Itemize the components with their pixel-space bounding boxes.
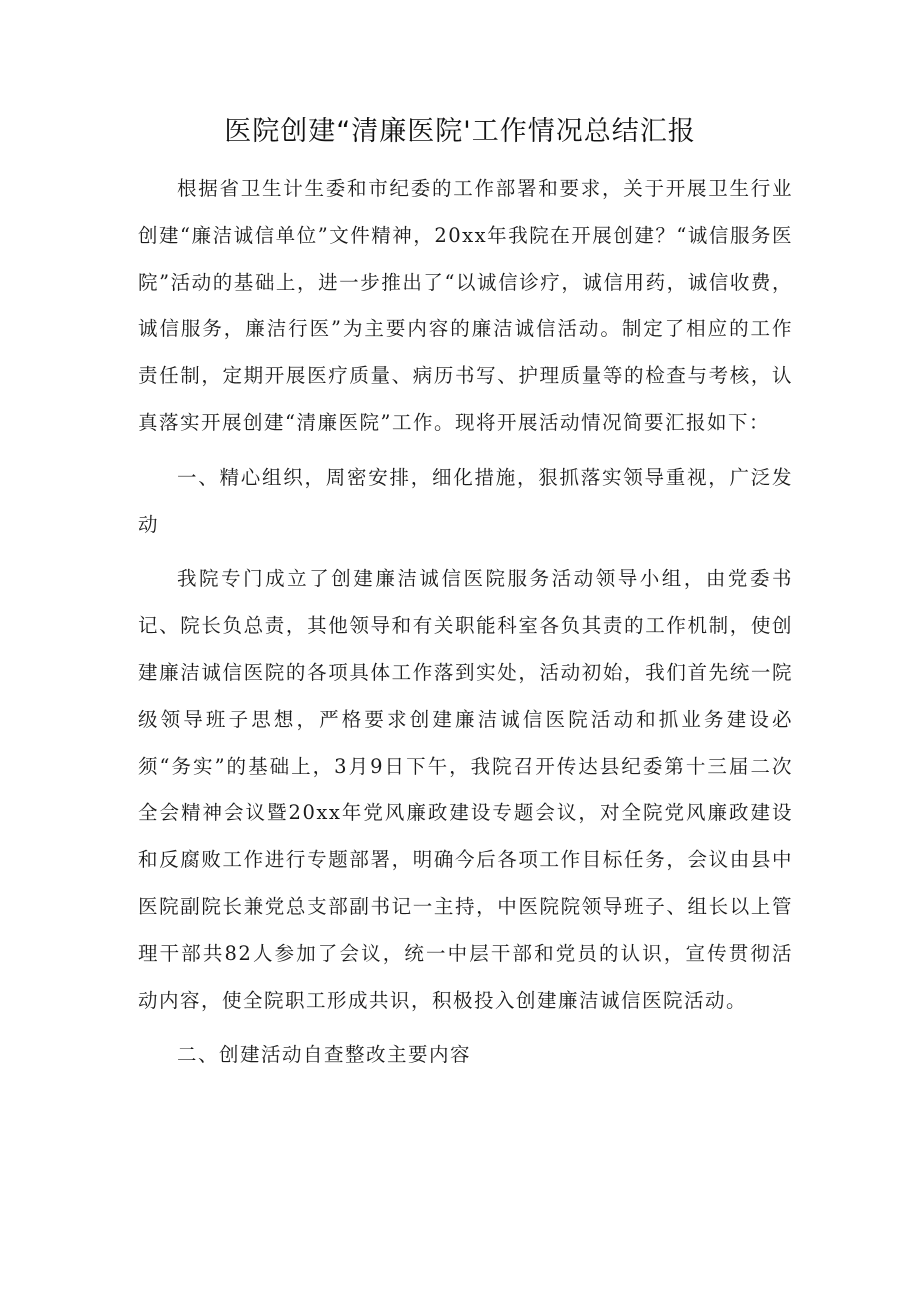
paragraph-section-1: 我院专门成立了创建廉洁诚信医院服务活动领导小组，由党委书记、院长负总责，其他领导和有关职能科室各负其责的工作机制，使创建廉洁诚信医院的各项具体工作落到实处，活动初始，我们首先统一院级领导班子思想，严格要求创建廉洁诚信医院活动和抓业务建设必须“务实”的基础上，3月9日下午，我院召开传达县纪委第十三届二次全会精神会议暨20xx年党风廉政建设专题会议，对全院党风廉政建设和反腐败工作进行专题部署，明确今后各项工作目标任务，会议由县中医院副院长兼党总支部副书记一主持，中医院院领导班子、组长以上管理干部共82人参加了会议，统一中层干部和党员的认识，宣传贯彻活动内容，使全院职工形成共识，积极投入创建廉洁诚信医院活动。 — [138, 567, 793, 1012]
paragraph-intro: 根据省卫生计生委和市纪委的工作部署和要求，关于开展卫生行业创建“廉洁诚信单位”文件精神，20xx年我院在开展创建？“诚信服务医院”活动的基础上，进一步推出了“以诚信诊疗，诚信用药，诚信收费，诚信服务，廉洁行医”为主要内容的廉洁诚信活动。制定了相应的工作责任制，定期开展医疗质量、病历书写、护理质量等的检查与考核，认真落实开展创建“清廉医院”工作。现将开展活动情况简要汇报如下： — [138, 177, 793, 434]
document-body — [138, 166, 793, 1079]
section-heading-2: 二、创建活动自查整改主要内容 — [177, 1043, 472, 1067]
document-title: 医院创建“清廉医院'工作情况总结汇报 — [224, 116, 696, 147]
section-heading-1: 一、精心组织，周密安排，细化措施，狠抓落实领导重视，广泛发动 — [138, 465, 793, 536]
